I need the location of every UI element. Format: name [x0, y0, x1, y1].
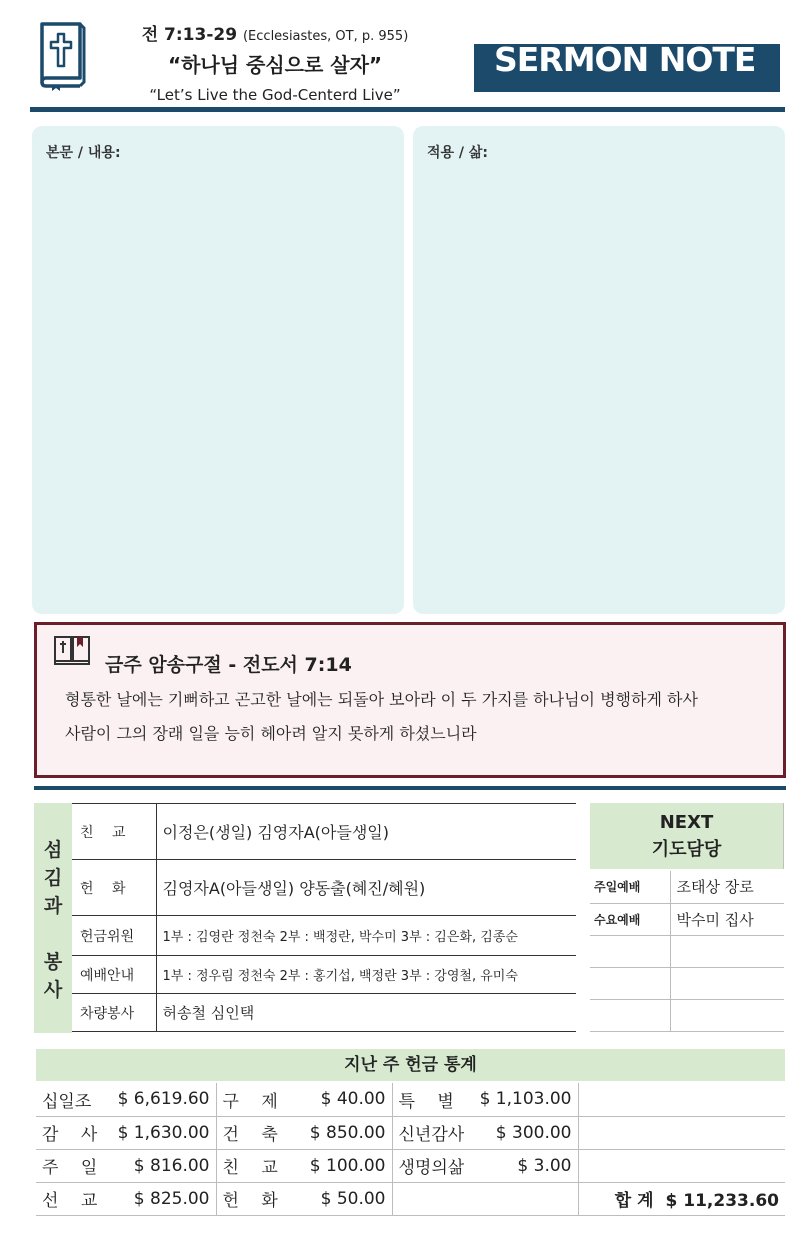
service-row: [72, 860, 576, 916]
offering-amount: $ 40.00: [288, 1083, 392, 1116]
offering-row: [36, 1116, 785, 1149]
memory-verse-text-line2: 사람이 그의 장래 일을 능히 헤아려 알지 못하게 하셨느니라: [65, 724, 477, 743]
offering-row: [36, 1182, 785, 1215]
sermon-header: [110, 20, 440, 104]
service-role-value: 김영자A(아들생일) 양동출(혜진/혜원): [156, 860, 576, 916]
sermon-title-ko: “하나님 중심으로 살자”: [167, 53, 383, 77]
open-bible-icon: [53, 633, 91, 665]
sermon-note-badge-text: SERMON NOTE: [494, 40, 756, 79]
offering-label: 헌 화: [216, 1182, 288, 1215]
offering-amount: $ 816.00: [110, 1149, 216, 1182]
offering-amount: $ 6,619.60: [110, 1083, 216, 1116]
service-role-value: 허송철 심인택: [156, 994, 576, 1032]
prayer-table: [590, 871, 784, 1032]
memory-verse-box: [34, 622, 786, 778]
service-role-value: 1부 : 김영란 정천숙 2부 : 백정란, 박수미 3부 : 김은화, 김종순: [156, 916, 576, 956]
offering-label: 신년감사: [392, 1116, 478, 1149]
offering-label: [392, 1182, 478, 1215]
prayer-row: [590, 871, 784, 903]
service-row: [72, 956, 576, 994]
service-role-value: 이정은(생일) 김영자A(아들생일): [156, 804, 576, 860]
application-notes-box[interactable]: [413, 126, 785, 614]
offering-label: 친 교: [216, 1149, 288, 1182]
prayer-leader: 박수미 집사: [670, 903, 784, 935]
content-notes-box[interactable]: [32, 126, 404, 614]
offering-empty-cell: [578, 1116, 785, 1149]
offering-label: 십일조: [36, 1083, 110, 1116]
offering-label: 건 축: [216, 1116, 288, 1149]
offering-total-amount: $ 11,233.60: [665, 1191, 779, 1211]
prayer-row: [590, 935, 784, 967]
scripture-ref-en: (Ecclesiastes, OT, p. 955): [242, 29, 409, 44]
offering-amount: $ 1,630.00: [110, 1116, 216, 1149]
side-label-char: 사: [43, 979, 63, 1001]
sermon-title-en: “Let’s Live the God-Centerd Live”: [149, 86, 401, 104]
side-label-char: 과: [43, 895, 63, 917]
service-role-value: 1부 : 정우림 정천숙 2부 : 홍기섭, 백정란 3부 : 강영철, 유미숙: [156, 956, 576, 994]
service-role-label: 예배안내: [72, 956, 156, 994]
offering-empty-cell: [578, 1083, 785, 1116]
offering-label: 생명의삶: [392, 1149, 478, 1182]
offering-total: [578, 1182, 785, 1215]
memory-verse-title: 금주 암송구절 - 전도서 7:14: [105, 654, 352, 676]
application-notes-label: 적용 / 삶:: [427, 145, 489, 161]
prayer-service: 주일예배: [590, 871, 670, 903]
prayer-leader: [670, 935, 784, 967]
service-row: [72, 916, 576, 956]
sermon-note-badge: [474, 40, 780, 92]
header-divider: [30, 107, 785, 112]
prayer-leader: [670, 967, 784, 999]
offering-amount: $ 50.00: [288, 1182, 392, 1215]
offering-amount: $ 825.00: [110, 1182, 216, 1215]
offering-amount: $ 300.00: [478, 1116, 578, 1149]
scripture-reference: [110, 20, 440, 45]
prayer-leader: [670, 999, 784, 1031]
offering-label: 특 별: [392, 1083, 478, 1116]
prayer-row: [590, 967, 784, 999]
prayer-service: [590, 999, 670, 1031]
prayer-service: [590, 935, 670, 967]
offering-label: 감 사: [36, 1116, 110, 1149]
offering-empty-cell: [578, 1149, 785, 1182]
memory-verse-text-line1: 형통한 날에는 기뻐하고 곤고한 날에는 되돌아 보아라 이 두 가지를 하나님이 병행하게 하사: [65, 690, 698, 709]
content-notes-label: 본문 / 내용:: [46, 145, 121, 161]
offering-label: 주 일: [36, 1149, 110, 1182]
side-label-char: 봉: [43, 951, 63, 973]
service-role-label: 헌 화: [72, 860, 156, 916]
offering-amount: $ 850.00: [288, 1116, 392, 1149]
service-row: [72, 804, 576, 860]
prayer-leader: 조태상 장로: [670, 871, 784, 903]
side-label-char: 섬: [43, 839, 63, 861]
prayer-row: [590, 903, 784, 935]
prayer-service: 수요예배: [590, 903, 670, 935]
offering-amount: $ 1,103.00: [478, 1083, 578, 1116]
prayer-service: [590, 967, 670, 999]
service-role-label: 친 교: [72, 804, 156, 860]
offering-row: [36, 1149, 785, 1182]
offering-amount: $ 3.00: [478, 1149, 578, 1182]
offering-label: 선 교: [36, 1182, 110, 1215]
bible-cross-icon: [36, 20, 90, 92]
scripture-ref-ko: 전 7:13-29: [141, 25, 238, 45]
prayer-row: [590, 999, 784, 1031]
next-prayer-heading-line2: 기도담당: [651, 839, 722, 860]
service-table: [72, 803, 576, 1032]
side-label-char: 김: [43, 867, 63, 889]
offering-heading: 지난 주 헌금 통계: [36, 1049, 785, 1081]
offering-total-label: 합 계: [614, 1191, 654, 1211]
offering-amount: $ 100.00: [288, 1149, 392, 1182]
offering-amount: [478, 1182, 578, 1215]
service-side-label: [34, 803, 72, 1033]
offering-table: [36, 1083, 785, 1216]
service-role-label: 차량봉사: [72, 994, 156, 1032]
offering-label: 구 제: [216, 1083, 288, 1116]
offering-row: [36, 1083, 785, 1116]
service-row: [72, 994, 576, 1032]
next-prayer-heading-line1: NEXT: [659, 812, 714, 833]
section-divider: [34, 786, 786, 790]
service-role-label: 헌금위원: [72, 916, 156, 956]
next-prayer-heading: [590, 803, 784, 869]
